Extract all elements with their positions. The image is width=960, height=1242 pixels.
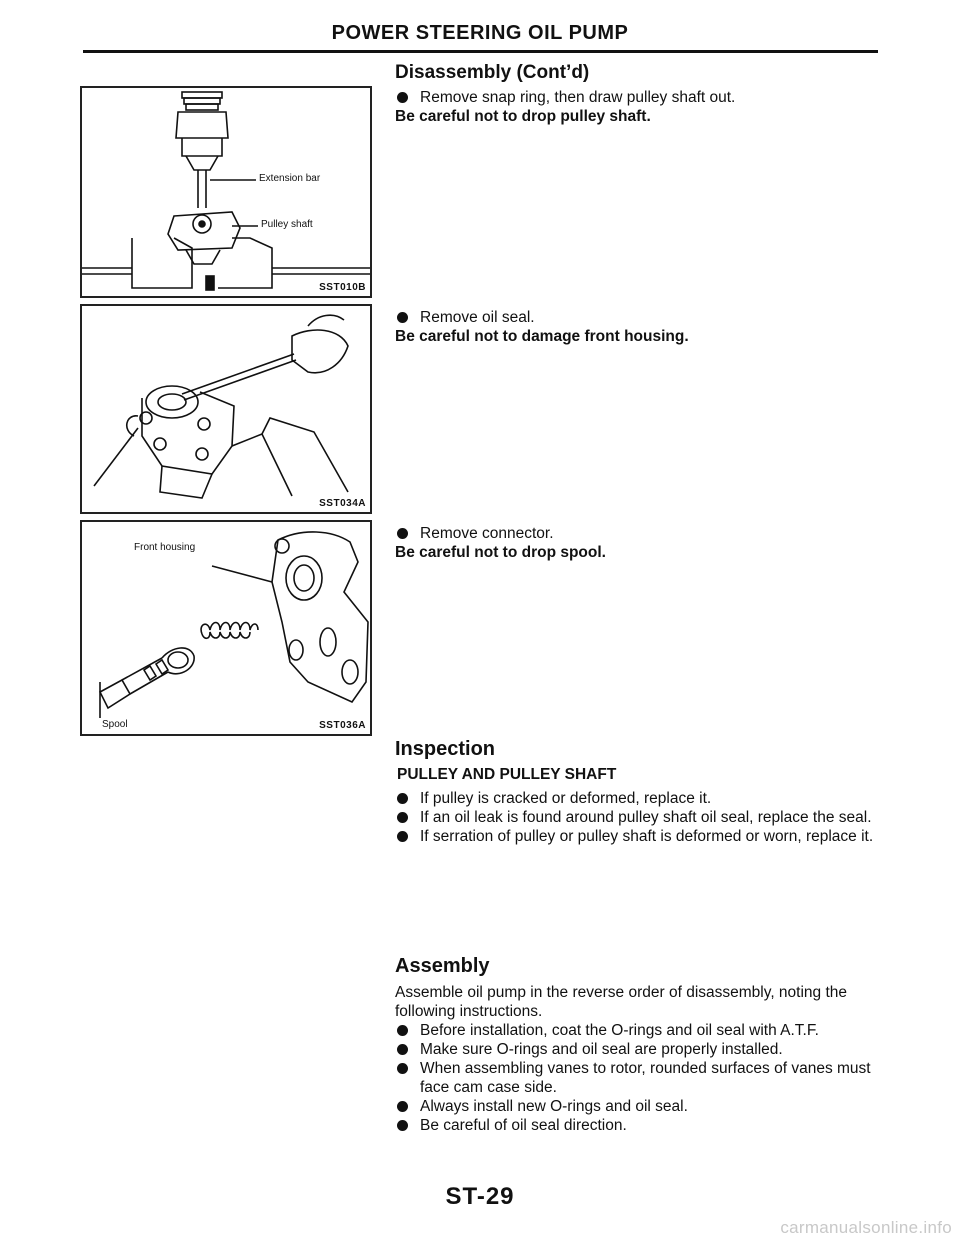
inspection-subheading: PULLEY AND PULLEY SHAFT	[397, 766, 617, 783]
label-pulley-shaft: Pulley shaft	[261, 219, 313, 230]
list-item: Remove snap ring, then draw pulley shaft out.	[395, 88, 885, 107]
figure-code: SST036A	[319, 720, 366, 731]
bullet-icon	[397, 1063, 408, 1074]
figure-pulley-shaft	[80, 86, 372, 298]
bullet-icon	[397, 812, 408, 823]
list-item: Be careful of oil seal direction.	[395, 1116, 880, 1135]
bullet-icon	[397, 793, 408, 804]
bullet-icon	[397, 528, 408, 539]
bullet-icon	[397, 1044, 408, 1055]
page-title: POWER STEERING OIL PUMP	[331, 22, 629, 44]
label-extension-bar: Extension bar	[259, 173, 321, 184]
figure-spool	[80, 520, 372, 736]
list-item: When assembling vanes to rotor, rounded surfaces of vanes must face cam case side.	[395, 1059, 880, 1097]
inspection-heading: Inspection	[395, 738, 496, 760]
caution-text: Be careful not to damage front housing.	[395, 328, 689, 345]
list-item: Make sure O-rings and oil seal are properly installed.	[395, 1040, 880, 1059]
watermark: carmanualsonline.info	[780, 1218, 952, 1237]
list-item: If serration of pulley or pulley shaft is deformed or worn, replace it.	[395, 827, 880, 846]
caution-text: Be careful not to drop spool.	[395, 544, 606, 561]
list-item: Remove oil seal.	[395, 308, 885, 327]
disassembly-step-3	[395, 524, 885, 562]
caution-text: Be careful not to drop pulley shaft.	[395, 108, 651, 125]
label-front-housing: Front housing	[134, 542, 196, 553]
header-divider	[83, 50, 878, 53]
inspection-list	[395, 789, 880, 846]
figure-code: SST034A	[319, 498, 366, 509]
bullet-icon	[397, 1025, 408, 1036]
pulley-shaft-illustration	[82, 88, 370, 296]
disassembly-step-2	[395, 308, 885, 346]
disassembly-heading: Disassembly (Cont’d)	[395, 62, 590, 83]
bullet-icon	[397, 1101, 408, 1112]
bullet-icon	[397, 1120, 408, 1131]
list-item: If pulley is cracked or deformed, replace it.	[395, 789, 880, 808]
oil-seal-illustration	[82, 306, 370, 512]
page-number: ST-29	[445, 1183, 515, 1210]
figure-code: SST010B	[319, 282, 366, 293]
assembly-text	[395, 983, 880, 1135]
assembly-heading: Assembly	[395, 955, 490, 977]
disassembly-step-1	[395, 88, 885, 126]
figure-oil-seal	[80, 304, 372, 514]
assembly-intro: Assemble oil pump in the reverse order of disassembly, noting the following instructions.	[395, 984, 848, 1020]
list-item: Before installation, coat the O-rings and oil seal with A.T.F.	[395, 1021, 880, 1040]
list-item: Remove connector.	[395, 524, 885, 543]
list-item: Always install new O-rings and oil seal.	[395, 1097, 880, 1116]
spool-illustration	[82, 522, 370, 734]
bullet-icon	[397, 831, 408, 842]
bullet-icon	[397, 312, 408, 323]
bullet-icon	[397, 92, 408, 103]
list-item: If an oil leak is found around pulley shaft oil seal, replace the seal.	[395, 808, 880, 827]
label-spool: Spool	[102, 719, 128, 730]
